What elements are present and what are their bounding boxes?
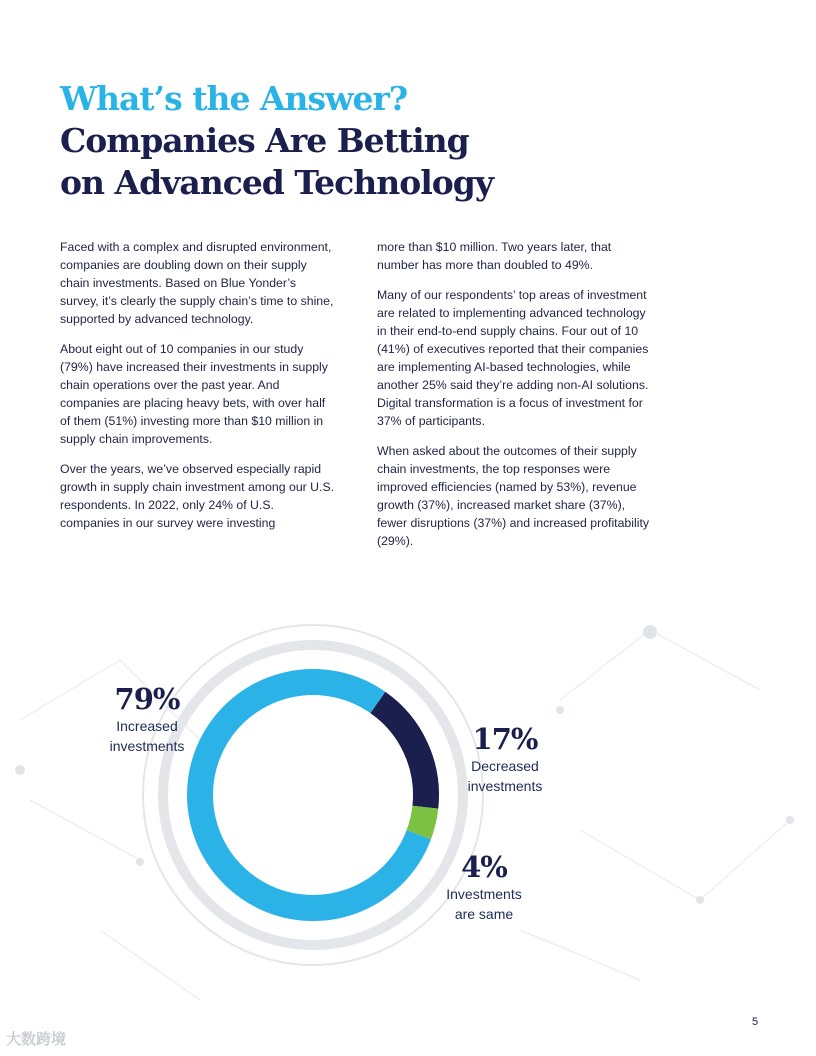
stat-label: investments xyxy=(467,778,543,794)
stat-percent: 4% xyxy=(461,850,507,884)
heading-line-1: What’s the Answer? xyxy=(60,79,408,118)
stat-increased xyxy=(92,682,202,756)
stat-label: Decreased xyxy=(471,758,539,774)
stat-label: are same xyxy=(454,906,514,922)
paragraph: Many of our respondents’ top areas of investment are related to implementing advanced technology in their end-to-end supply chains. Four out of 10 (41%) of executives reported that their companies are implementing AI-based technologies, while another 25% said they’re adding non-AI solutions. Digital transformation is a focus of investment for 37% of participants. xyxy=(377,288,649,428)
stat-label: Investments xyxy=(446,886,522,902)
paragraph: When asked about the outcomes of their supply chain investments, the top responses were improved efficiencies (named by 53%), revenue growth (37%), increased market share (37%), fewer disruptions (37%) and increased profitability (29%). xyxy=(377,444,650,548)
donut-chart xyxy=(0,600,816,1020)
heading-line-3: on Advanced Technology xyxy=(60,163,494,202)
watermark-text: 大数跨境 xyxy=(6,1031,67,1048)
stat-label: investments xyxy=(109,738,185,754)
stat-percent: 17% xyxy=(472,722,538,756)
heading-line-2: Companies Are Betting xyxy=(60,121,469,160)
stat-same xyxy=(432,850,536,924)
donut-slices xyxy=(200,682,426,908)
paragraph: Over the years, we’ve observed especially rapid growth in supply chain investment among our U.S. respondents. In 2022, only 24% of U.S. companies in our survey were investing xyxy=(60,462,335,530)
body-column-left xyxy=(60,238,335,544)
stat-percent: 79% xyxy=(114,682,180,716)
stat-decreased xyxy=(452,722,558,796)
stat-label: Increased xyxy=(116,718,178,734)
paragraph: About eight out of 10 companies in our study (79%) have increased their investments in supply chain operations over the past year. And companies are placing heavy bets, with over half of them (51%) investing more than $10 million in supply chain improvements. xyxy=(60,342,328,446)
page-number: 5 xyxy=(752,1016,759,1028)
page-heading xyxy=(60,78,620,204)
watermark-logo xyxy=(6,1028,66,1049)
paragraph: Faced with a complex and disrupted environment, companies are doubling down on their supply chain investments. Based on Blue Yonder’s survey, it’s clearly the supply chain’s time to shine, supported by advanced technology. xyxy=(60,240,334,326)
body-column-right xyxy=(377,238,652,562)
paragraph: more than $10 million. Two years later, that number has more than doubled to 49%. xyxy=(377,240,612,272)
donut-slice-decreased xyxy=(378,702,426,807)
donut-slice-investments xyxy=(419,807,426,835)
